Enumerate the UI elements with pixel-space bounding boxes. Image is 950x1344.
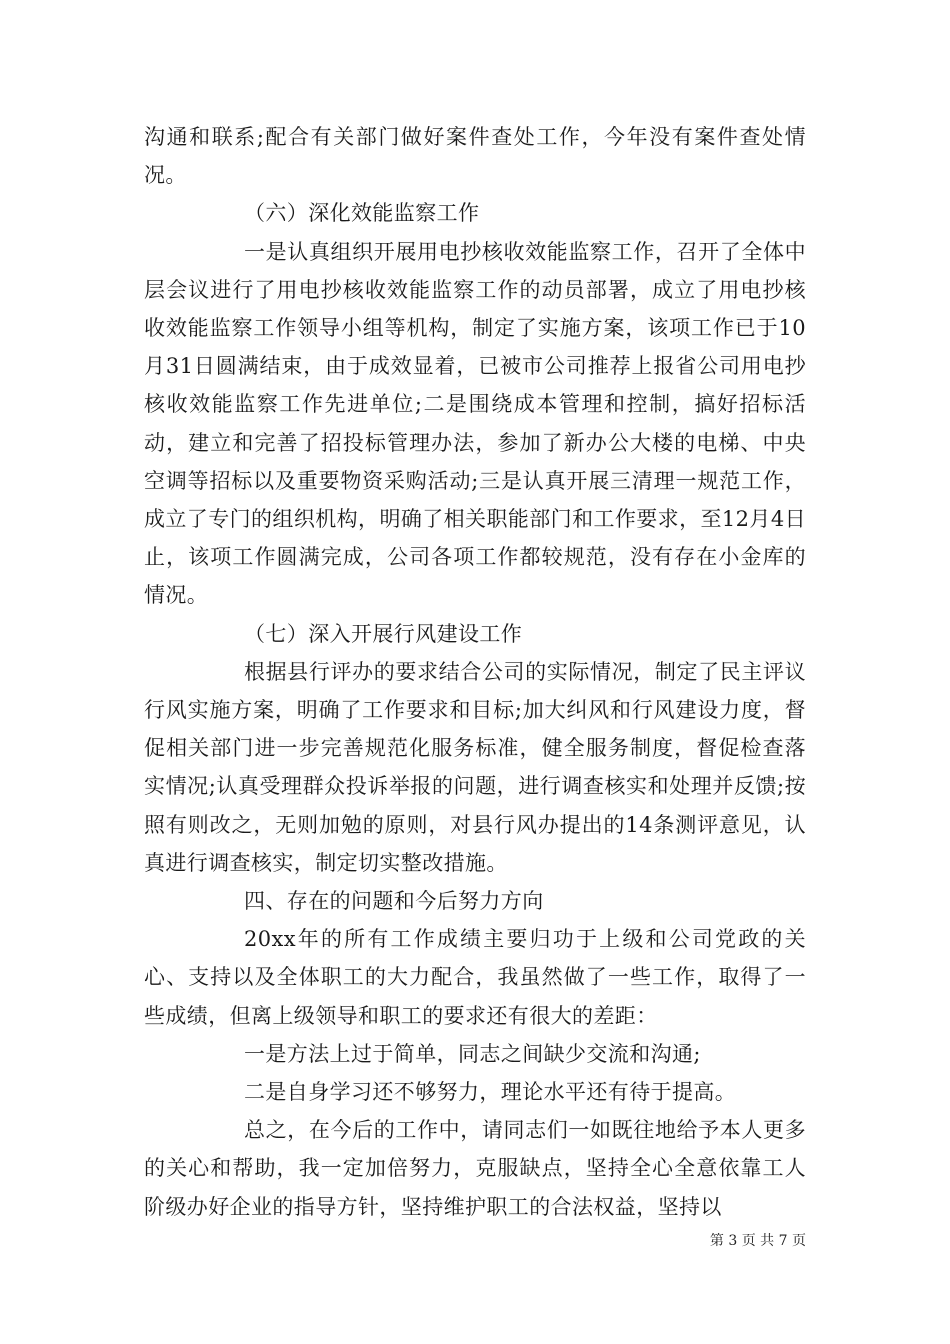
paragraph-issue-2: 二是自身学习还不够努力，理论水平还有待于提高。 bbox=[244, 1080, 737, 1105]
paragraph-conclusion: 总之，在今后的工作中，请同志们一如既往地给予本人更多的关心和帮助，我一定加倍努力，克服缺点，坚持全心全意依靠工人阶级办好企业的指导方针，坚持维护职工的合法权益，坚持以 bbox=[144, 1118, 806, 1219]
paragraph-achievements: 20xx年的所有工作成绩主要归功于上级和公司党政的关心、支持以及全体职工的大力配合，我虽然做了一些工作，取得了一些成绩，但离上级领导和职工的要求还有很大的差距： bbox=[144, 927, 806, 1028]
paragraph-issue-1: 一是方法上过于简单，同志之间缺少交流和沟通; bbox=[244, 1041, 701, 1066]
paragraph-efficiency-supervision: 一是认真组织开展用电抄核收效能监察工作，召开了全体中层会议进行了用电抄核收效能监察工作的动员部署，成立了用电抄核收效能监察工作领导小组等机构，制定了实施方案，该项工作已于10月31日圆满结束，由于成效显着，已被市公司推荐上报省公司用电抄核收效能监察工作先进单位;二是围绕成本管理和控制，搞好招标活动，建立和完善了招投标管理办法，参加了新办公大楼的电梯、中央空调等招标以及重要物资采购活动;三是认真开展三清理一规范工作，成立了专门的组织机构，明确了相关职能部门和工作要求，至12月4日止，该项工作圆满完成，公司各项工作都较规范，没有存在小金库的情况。 bbox=[144, 239, 806, 608]
paragraph-continuation: 沟通和联系;配合有关部门做好案件查处工作，今年没有案件查处情况。 bbox=[144, 125, 806, 188]
page-number: 第 3 页 共 7 页 bbox=[709, 1233, 806, 1249]
document-body bbox=[144, 118, 806, 1226]
section-heading-4: 四、存在的问题和今后努力方向 bbox=[244, 889, 544, 914]
paragraph-conduct-building: 根据县行评办的要求结合公司的实际情况，制定了民主评议行风实施方案，明确了工作要求和目标;加大纠风和行风建设力度，督促相关部门进一步完善规范化服务标准，健全服务制度，督促检查落实情况;认真受理群众投诉举报的问题，进行调查核实和处理并反馈;按照有则改之，无则加勉的原则，对县行风办提出的14条测评意见，认真进行调查核实，制定切实整改措施。 bbox=[144, 659, 806, 875]
section-heading-6: （六）深化效能监察工作 bbox=[244, 201, 480, 226]
section-heading-7: （七）深入开展行风建设工作 bbox=[244, 621, 523, 646]
